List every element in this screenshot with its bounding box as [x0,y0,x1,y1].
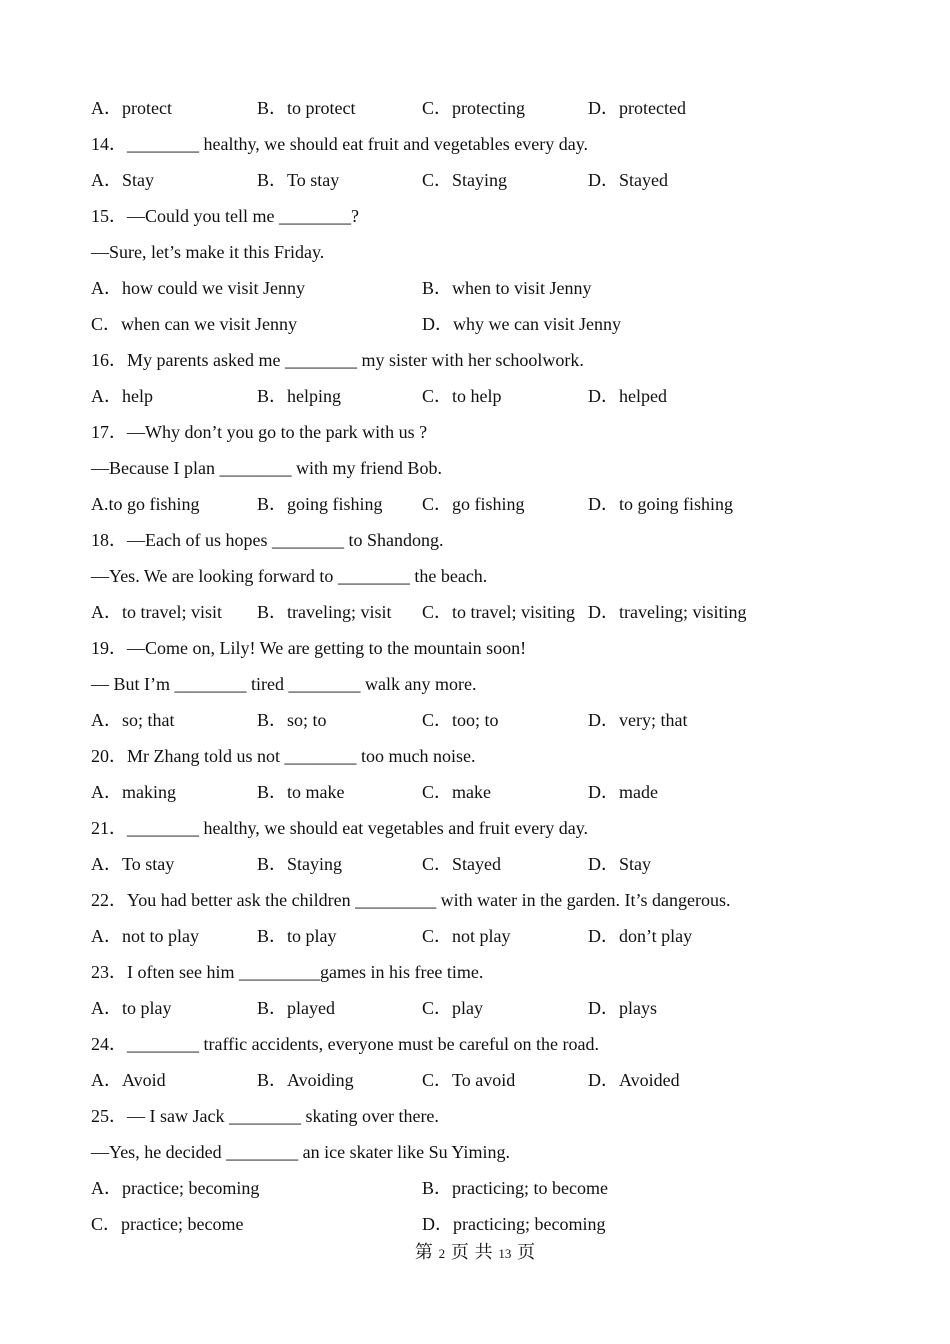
question-line: 23．I often see him _________games in his free time. [91,962,484,982]
answer-option: B．Staying [257,854,343,874]
answer-option: B．played [257,998,335,1018]
question-line: 17．—Why don’t you go to the park with us ? [91,422,428,442]
page-footer [0,1240,950,1267]
answer-option: C．play [422,998,483,1018]
answer-option: D．plays [588,998,657,1018]
question-line: —Yes, he decided ________ an ice skater like Su Yiming. [91,1142,510,1162]
question-line: 14．________ healthy, we should eat fruit and vegetables every day. [91,134,589,154]
answer-option: A．To stay [91,854,175,874]
answer-option: D．Stay [588,854,651,874]
answer-option: D．don’t play [588,926,693,946]
answer-option: D．traveling; visiting [588,602,747,622]
answer-option: C．too; to [422,710,499,730]
answer-option: A．to play [91,998,172,1018]
answer-option: B．Avoiding [257,1070,354,1090]
question-line: 22．You had better ask the children _________ with water in the garden. It’s dangerous. [91,890,731,910]
answer-option: C．not play [422,926,511,946]
answer-option: A．protect [91,98,172,118]
question-line: 16．My parents asked me ________ my sister with her schoolwork. [91,350,584,370]
question-line: 21．________ healthy, we should eat vegetables and fruit every day. [91,818,589,838]
answer-option: B．to play [257,926,337,946]
footer-middle: 页 共 [450,1242,493,1263]
answer-option: A．Avoid [91,1070,166,1090]
answer-option: B．helping [257,386,341,406]
question-line: —Sure, let’s make it this Friday. [91,242,325,262]
answer-option: D．to going fishing [588,494,734,514]
answer-option: C．go fishing [422,494,525,514]
answer-option: C．protecting [422,98,525,118]
answer-option: D．very; that [588,710,688,730]
answer-option: C．Stayed [422,854,501,874]
question-line: 25．— I saw Jack ________ skating over there. [91,1106,439,1126]
footer-suffix: 页 [517,1242,536,1263]
question-line: —Because I plan ________ with my friend Bob. [91,458,442,478]
answer-option: C．when can we visit Jenny [91,314,297,334]
question-line: — But I’m ________ tired ________ walk any more. [91,674,477,694]
answer-option: D．made [588,782,658,802]
answer-option: C．To avoid [422,1070,516,1090]
answer-option: D．why we can visit Jenny [422,314,621,334]
answer-option: B．going fishing [257,494,383,514]
answer-option: A．making [91,782,176,802]
answer-option: D．practicing; becoming [422,1214,606,1234]
answer-option: B．when to visit Jenny [422,278,592,298]
question-line: 20．Mr Zhang told us not ________ too much noise. [91,746,476,766]
answer-option: C．to help [422,386,502,406]
answer-option: D．Avoided [588,1070,680,1090]
question-line: 24．________ traffic accidents, everyone must be careful on the road. [91,1034,599,1054]
answer-option: D．helped [588,386,667,406]
answer-option: B．to protect [257,98,356,118]
answer-option: A．practice; becoming [91,1178,260,1198]
question-line: 15．—Could you tell me ________? [91,206,359,226]
answer-option: B．so; to [257,710,327,730]
answer-option: B．To stay [257,170,340,190]
answer-option: B．practicing; to become [422,1178,608,1198]
answer-option: D．protected [588,98,686,118]
question-line: —Yes. We are looking forward to ________ the beach. [91,566,488,586]
answer-option: A．how could we visit Jenny [91,278,305,298]
question-line: 19．—Come on, Lily! We are getting to the mountain soon! [91,638,527,658]
answer-option: D．Stayed [588,170,668,190]
answer-option: A．so; that [91,710,175,730]
answer-option: B．traveling; visit [257,602,392,622]
answer-option: C．Staying [422,170,508,190]
footer-page-number: 2 [438,1246,446,1261]
answer-option: A.to go fishing [91,494,200,514]
answer-option: A．Stay [91,170,154,190]
footer-prefix: 第 [414,1242,433,1263]
question-line: 18．—Each of us hopes ________ to Shandong. [91,530,444,550]
footer-total-pages: 13 [498,1246,512,1261]
answer-option: C．make [422,782,491,802]
answer-option: A．help [91,386,153,406]
answer-option: A．to travel; visit [91,602,222,622]
answer-option: A．not to play [91,926,199,946]
answer-option: C．practice; become [91,1214,244,1234]
answer-option: C．to travel; visiting [422,602,575,622]
answer-option: B．to make [257,782,345,802]
